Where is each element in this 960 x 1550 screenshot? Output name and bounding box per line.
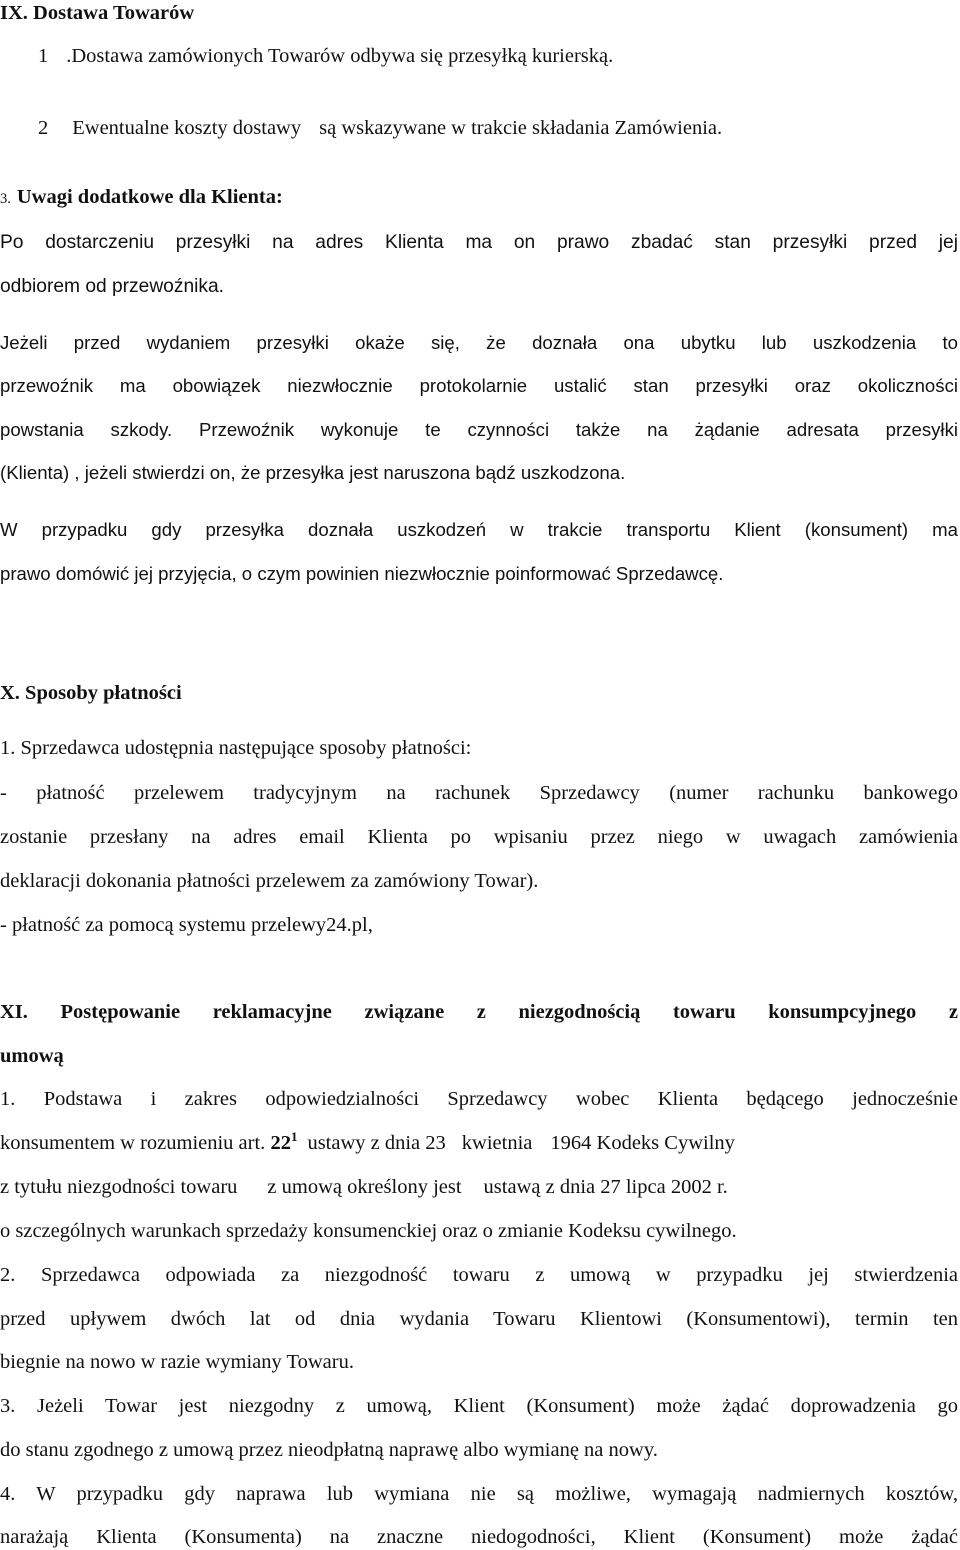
section-9-item-2 <box>38 116 722 140</box>
item-3-title: Uwagi dodatkowe dla Klienta: <box>16 186 283 208</box>
paragraph-line: prawo domówić jej przyjęcia, o czym powinien niezwłocznie poinformować Sprzedawcę. <box>0 563 724 584</box>
section-11-heading-continued: umową <box>0 1045 64 1067</box>
paragraph-line: 2. Sprzedawca odpowiada za niezgodność towaru z umową w przypadku jej stwierdzenia <box>0 1264 958 1286</box>
item-2-number: 2 <box>38 117 49 139</box>
paragraph-segment: ustawy z dnia 23 <box>307 1132 446 1154</box>
paragraph-line: odbiorem od przewoźnika. <box>0 276 224 297</box>
article-number <box>270 1129 298 1154</box>
paragraph-line: o szczególnych warunkach sprzedaży konsumenckiej oraz o zmianie Kodeksu cywilnego. <box>0 1220 737 1242</box>
paragraph-line: Jeżeli przed wydaniem przesyłki okaże się, że doznała ona ubytku lub uszkodzenia to <box>0 332 958 353</box>
paragraph-segment: kwietnia <box>461 1132 533 1154</box>
article-superscript: 1 <box>290 1129 298 1145</box>
paragraph-segment: konsumentem w rozumieniu art. <box>0 1132 266 1154</box>
paragraph-line: deklaracji dokonania płatności przelewem za zamówiony Towar). <box>0 870 539 892</box>
section-11-heading: XI. Postępowanie reklamacyjne związane z niezgodnością towaru konsumpcyjnego z <box>0 1001 958 1023</box>
article-number-text: 22 <box>270 1132 291 1154</box>
paragraph-line: (Klienta) , jeżeli stwierdzi on, że przesyłka jest naruszona bądź uszkodzona. <box>0 462 626 483</box>
paragraph-line: przewoźnik ma obowiązek niezwłocznie protokolarnie ustalić stan przesyłki oraz okoliczności <box>0 375 958 396</box>
item-1-number: 1 <box>38 45 49 67</box>
item-3-number: 3. <box>0 191 11 207</box>
paragraph-segment: z umową określony jest <box>267 1176 462 1198</box>
section-9-heading: IX. Dostawa Towarów <box>0 2 195 24</box>
paragraph-line <box>0 1131 735 1155</box>
paragraph-segment: Przewoźnik wykonuje te czynności także na żądanie adresata przesyłki <box>198 419 958 440</box>
paragraph-line: 1. Sprzedawca udostępnia następujące sposoby płatności: <box>0 737 472 759</box>
item-2-text-continued: są wskazywane w trakcie składania Zamówienia. <box>319 117 723 139</box>
paragraph-line <box>0 1175 728 1199</box>
paragraph-line: do stanu zgodnego z umową przez nieodpłatną naprawę albo wymianę na nowy. <box>0 1439 658 1461</box>
paragraph-line <box>0 418 958 442</box>
paragraph-line: - płatność za pomocą systemu przelewy24.pl, <box>0 914 373 936</box>
paragraph-line: W przypadku gdy przesyłka doznała uszkodzeń w trakcie transportu Klient (konsument) ma <box>0 519 958 540</box>
paragraph-segment: ustawą z dnia 27 lipca 2002 r. <box>483 1176 728 1198</box>
paragraph-line: 3. Jeżeli Towar jest niezgodny z umową, Klient (Konsument) może żądać doprowadzenia go <box>0 1395 958 1417</box>
paragraph-segment: 1964 Kodeks Cywilny <box>550 1132 735 1154</box>
paragraph-segment: z tytułu niezgodności towaru <box>0 1176 238 1198</box>
item-2-text: Ewentualne koszty dostawy <box>72 117 302 139</box>
paragraph-line: 4. W przypadku gdy naprawa lub wymiana nie są możliwe, wymagają nadmiernych kosztów, <box>0 1483 958 1505</box>
section-9-item-1 <box>38 44 613 68</box>
item-1-text: .Dostawa zamówionych Towarów odbywa się przesyłką kurierską. <box>66 45 614 67</box>
paragraph-line: 1. Podstawa i zakres odpowiedzialności Sprzedawcy wobec Klienta będącego jednocześnie <box>0 1088 958 1110</box>
paragraph-line: zostanie przesłany na adres email Klienta po wpisaniu przez niego w uwagach zamówienia <box>0 826 958 848</box>
paragraph-line: biegnie na nowo w razie wymiany Towaru. <box>0 1351 354 1373</box>
paragraph-line: - płatność przelewem tradycyjnym na rachunek Sprzedawcy (numer rachunku bankowego <box>0 782 958 804</box>
paragraph-line: przed upływem dwóch lat od dnia wydania Towaru Klientowi (Konsumentowi), termin ten <box>0 1308 958 1330</box>
section-10-heading: X. Sposoby płatności <box>0 682 182 704</box>
section-9-item-3-title <box>0 185 283 211</box>
paragraph-line: narażają Klienta (Konsumenta) na znaczne niedogodności, Klient (Konsument) może żądać <box>0 1526 958 1548</box>
paragraph-segment: powstania szkody. <box>0 419 173 440</box>
paragraph-line: Po dostarczeniu przesyłki na adres Klienta ma on prawo zbadać stan przesyłki przed jej <box>0 232 958 253</box>
